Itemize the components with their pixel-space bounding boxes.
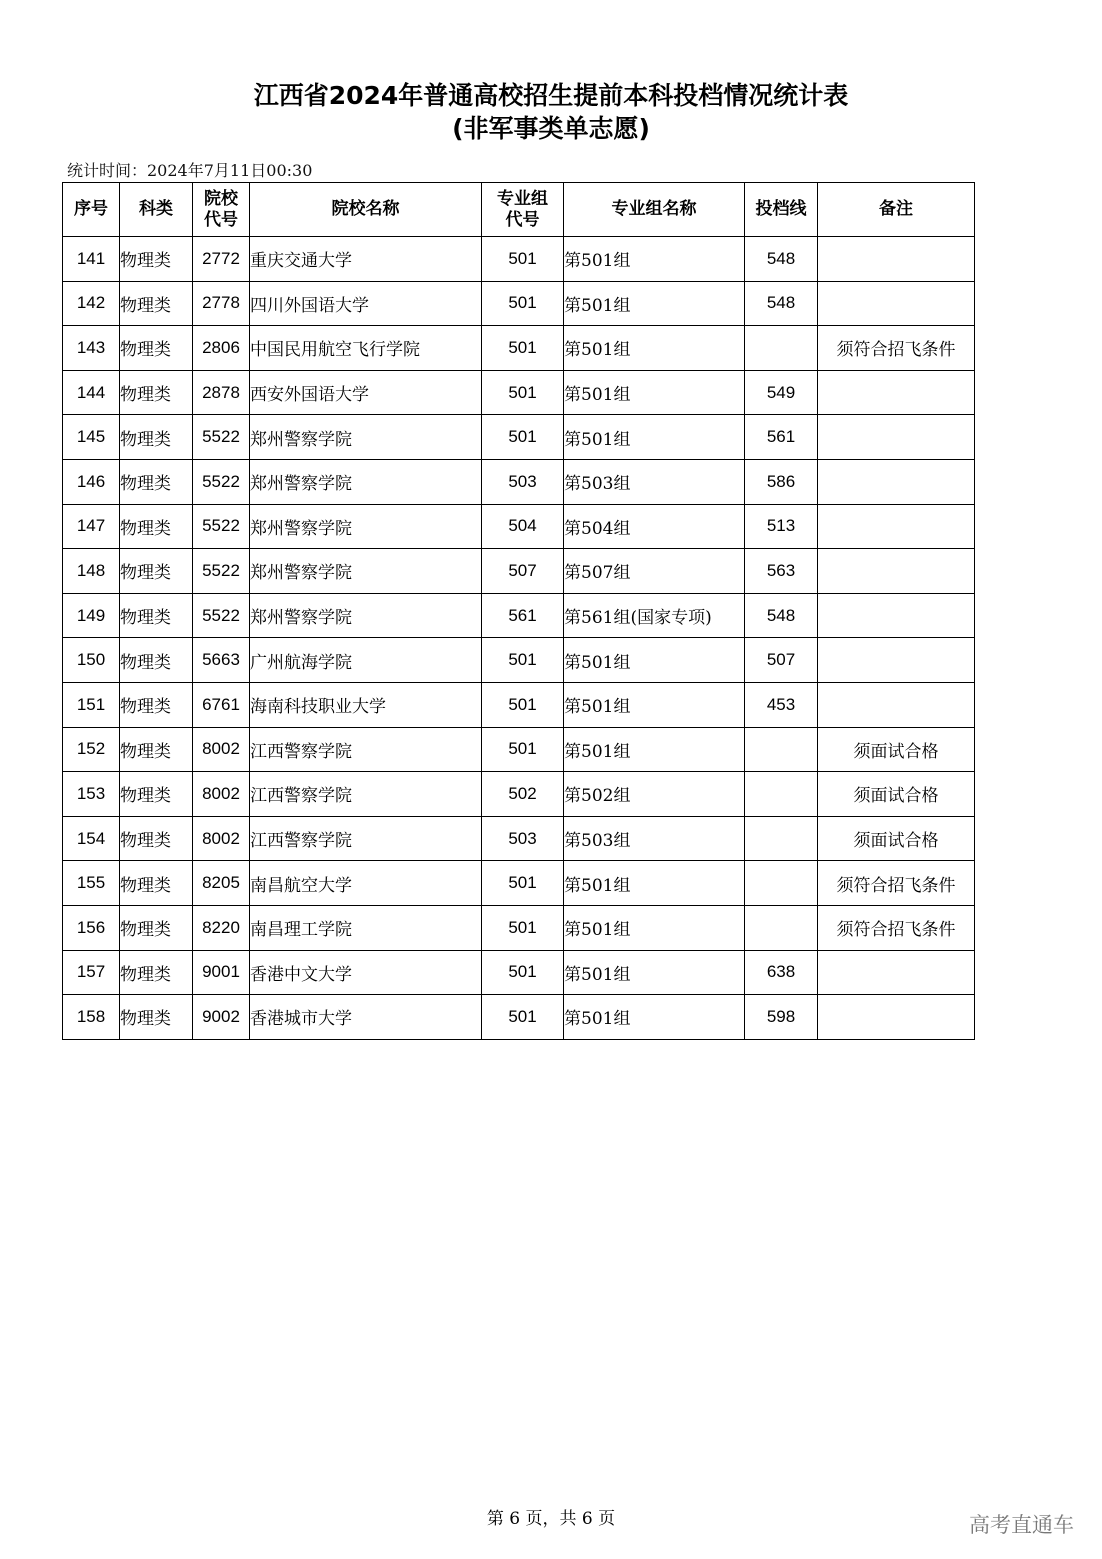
header-line: 投档线 [745,183,818,237]
cell-group-code: 501 [482,281,564,326]
cell-seq: 154 [63,816,120,861]
cell-school-code: 8220 [193,905,250,950]
table-row [63,237,975,282]
cell-school-name: 广州航海学院 [250,638,482,683]
cell-school-name: 西安外国语大学 [250,370,482,415]
cell-group-name: 第501组 [564,415,745,460]
cell-group-code: 561 [482,593,564,638]
cell-school-code: 5522 [193,504,250,549]
cell-group-name: 第503组 [564,816,745,861]
cell-admission-line [745,861,818,906]
cell-seq: 143 [63,326,120,371]
table-row [63,682,975,727]
cell-group-name: 第501组 [564,682,745,727]
cell-school-code: 2806 [193,326,250,371]
cell-school-name: 香港城市大学 [250,995,482,1040]
cell-school-name: 江西警察学院 [250,727,482,772]
cell-seq: 147 [63,504,120,549]
cell-school-name: 郑州警察学院 [250,459,482,504]
table-row [63,504,975,549]
cell-note: 须面试合格 [818,772,975,817]
header-group-code [482,183,564,237]
cell-school-code: 8002 [193,816,250,861]
cell-group-name: 第501组 [564,326,745,371]
cell-group-code: 503 [482,459,564,504]
cell-school-code: 5522 [193,459,250,504]
cell-school-name: 郑州警察学院 [250,593,482,638]
cell-note: 须面试合格 [818,816,975,861]
cell-school-name: 郑州警察学院 [250,504,482,549]
cell-seq: 151 [63,682,120,727]
cell-seq: 146 [63,459,120,504]
table-header-row [63,183,975,237]
cell-group-name: 第503组 [564,459,745,504]
cell-admission-line: 453 [745,682,818,727]
cell-note [818,995,975,1040]
cell-group-code: 501 [482,727,564,772]
table-row [63,950,975,995]
cell-category: 物理类 [120,995,193,1040]
cell-group-name: 第501组 [564,905,745,950]
cell-school-name: 香港中文大学 [250,950,482,995]
cell-group-code: 501 [482,415,564,460]
cell-admission-line: 549 [745,370,818,415]
cell-note [818,549,975,594]
cell-group-name: 第501组 [564,727,745,772]
cell-school-code: 5522 [193,415,250,460]
table-row [63,861,975,906]
header-group-name: 专业组名称 [564,183,745,237]
cell-seq: 148 [63,549,120,594]
cell-note [818,593,975,638]
cell-school-name: 四川外国语大学 [250,281,482,326]
cell-category: 物理类 [120,415,193,460]
cell-group-name: 第501组 [564,638,745,683]
cell-school-code: 5522 [193,549,250,594]
cell-group-name: 第507组 [564,549,745,594]
document-title: 江西省2024年普通高校招生提前本科投档情况统计表 [253,81,849,110]
cell-school-name: 郑州警察学院 [250,415,482,460]
cell-school-name: 郑州警察学院 [250,549,482,594]
header-group-code-line1: 专业组 [497,188,548,209]
cell-school-code: 2772 [193,237,250,282]
cell-group-name: 第501组 [564,950,745,995]
cell-school-name: 中国民用航空飞行学院 [250,326,482,371]
cell-group-code: 502 [482,772,564,817]
cell-note [818,638,975,683]
header-school-code-line1: 院校 [204,188,238,209]
header-category: 科类 [120,183,193,237]
header-group-code-line2: 代号 [505,209,540,230]
cell-admission-line [745,772,818,817]
admission-table [62,182,975,1040]
header-seq: 序号 [63,183,120,237]
cell-category: 物理类 [120,237,193,282]
cell-category: 物理类 [120,281,193,326]
cell-admission-line: 563 [745,549,818,594]
cell-group-name: 第501组 [564,370,745,415]
statistics-time: 统计时间：2024年7月11日00:30 [67,161,313,180]
cell-note [818,682,975,727]
cell-seq: 142 [63,281,120,326]
cell-seq: 149 [63,593,120,638]
cell-note: 须面试合格 [818,727,975,772]
cell-seq: 158 [63,995,120,1040]
cell-school-name: 江西警察学院 [250,816,482,861]
table-row [63,816,975,861]
cell-seq: 155 [63,861,120,906]
cell-note [818,237,975,282]
cell-seq: 153 [63,772,120,817]
cell-seq: 150 [63,638,120,683]
cell-group-code: 507 [482,549,564,594]
cell-admission-line [745,326,818,371]
cell-group-code: 501 [482,370,564,415]
cell-category: 物理类 [120,682,193,727]
cell-category: 物理类 [120,950,193,995]
cell-category: 物理类 [120,326,193,371]
table-row [63,905,975,950]
cell-admission-line: 548 [745,237,818,282]
cell-admission-line: 598 [745,995,818,1040]
cell-note [818,370,975,415]
cell-group-name: 第501组 [564,237,745,282]
cell-admission-line: 561 [745,415,818,460]
cell-category: 物理类 [120,772,193,817]
cell-school-code: 9002 [193,995,250,1040]
cell-note [818,415,975,460]
cell-school-name: 南昌航空大学 [250,861,482,906]
cell-note [818,504,975,549]
cell-school-code: 5522 [193,593,250,638]
cell-category: 物理类 [120,459,193,504]
header-school-name: 院校名称 [250,183,482,237]
cell-category: 物理类 [120,727,193,772]
cell-admission-line: 507 [745,638,818,683]
cell-admission-line [745,816,818,861]
cell-admission-line [745,905,818,950]
cell-note [818,281,975,326]
cell-category: 物理类 [120,905,193,950]
table-row [63,772,975,817]
cell-group-code: 501 [482,682,564,727]
cell-group-code: 501 [482,861,564,906]
table-row [63,326,975,371]
cell-school-code: 8002 [193,727,250,772]
cell-group-name: 第501组 [564,995,745,1040]
cell-school-code: 6761 [193,682,250,727]
cell-admission-line: 513 [745,504,818,549]
cell-school-code: 2778 [193,281,250,326]
cell-school-code: 5663 [193,638,250,683]
header-school-code [193,183,250,237]
cell-group-code: 504 [482,504,564,549]
table-row [63,281,975,326]
cell-group-name: 第561组(国家专项) [564,593,745,638]
cell-school-name: 江西警察学院 [250,772,482,817]
table-row [63,459,975,504]
cell-category: 物理类 [120,593,193,638]
table-row [63,549,975,594]
cell-category: 物理类 [120,816,193,861]
cell-school-name: 重庆交通大学 [250,237,482,282]
cell-note: 须符合招飞条件 [818,326,975,371]
cell-category: 物理类 [120,370,193,415]
cell-seq: 145 [63,415,120,460]
cell-group-code: 501 [482,950,564,995]
cell-seq: 157 [63,950,120,995]
table-row [63,370,975,415]
table-row [63,415,975,460]
cell-school-name: 南昌理工学院 [250,905,482,950]
cell-note: 须符合招飞条件 [818,905,975,950]
cell-school-code: 2878 [193,370,250,415]
cell-group-name: 第504组 [564,504,745,549]
cell-seq: 152 [63,727,120,772]
cell-group-code: 501 [482,905,564,950]
cell-note: 须符合招飞条件 [818,861,975,906]
table-row [63,638,975,683]
cell-seq: 141 [63,237,120,282]
cell-admission-line: 638 [745,950,818,995]
cell-group-code: 501 [482,995,564,1040]
header-school-code-line2: 代号 [204,209,238,230]
cell-group-code: 501 [482,326,564,371]
cell-group-code: 501 [482,638,564,683]
cell-group-name: 第501组 [564,861,745,906]
page-number: 第 6 页，共 6 页 [486,1509,616,1529]
cell-school-code: 8205 [193,861,250,906]
header-note: 备注 [818,183,975,237]
cell-school-name: 海南科技职业大学 [250,682,482,727]
cell-admission-line: 548 [745,593,818,638]
cell-admission-line [745,727,818,772]
cell-group-name: 第501组 [564,281,745,326]
cell-category: 物理类 [120,861,193,906]
cell-category: 物理类 [120,549,193,594]
cell-school-code: 8002 [193,772,250,817]
cell-note [818,459,975,504]
watermark: 高考直通车 [969,1513,1074,1537]
table-row [63,727,975,772]
cell-school-code: 9001 [193,950,250,995]
table-row [63,593,975,638]
document-subtitle: (非军事类单志愿) [452,114,650,143]
cell-seq: 144 [63,370,120,415]
cell-group-code: 503 [482,816,564,861]
cell-group-code: 501 [482,237,564,282]
cell-category: 物理类 [120,638,193,683]
cell-category: 物理类 [120,504,193,549]
cell-admission-line: 586 [745,459,818,504]
cell-admission-line: 548 [745,281,818,326]
cell-note [818,950,975,995]
cell-seq: 156 [63,905,120,950]
table-row [63,995,975,1040]
cell-group-name: 第502组 [564,772,745,817]
